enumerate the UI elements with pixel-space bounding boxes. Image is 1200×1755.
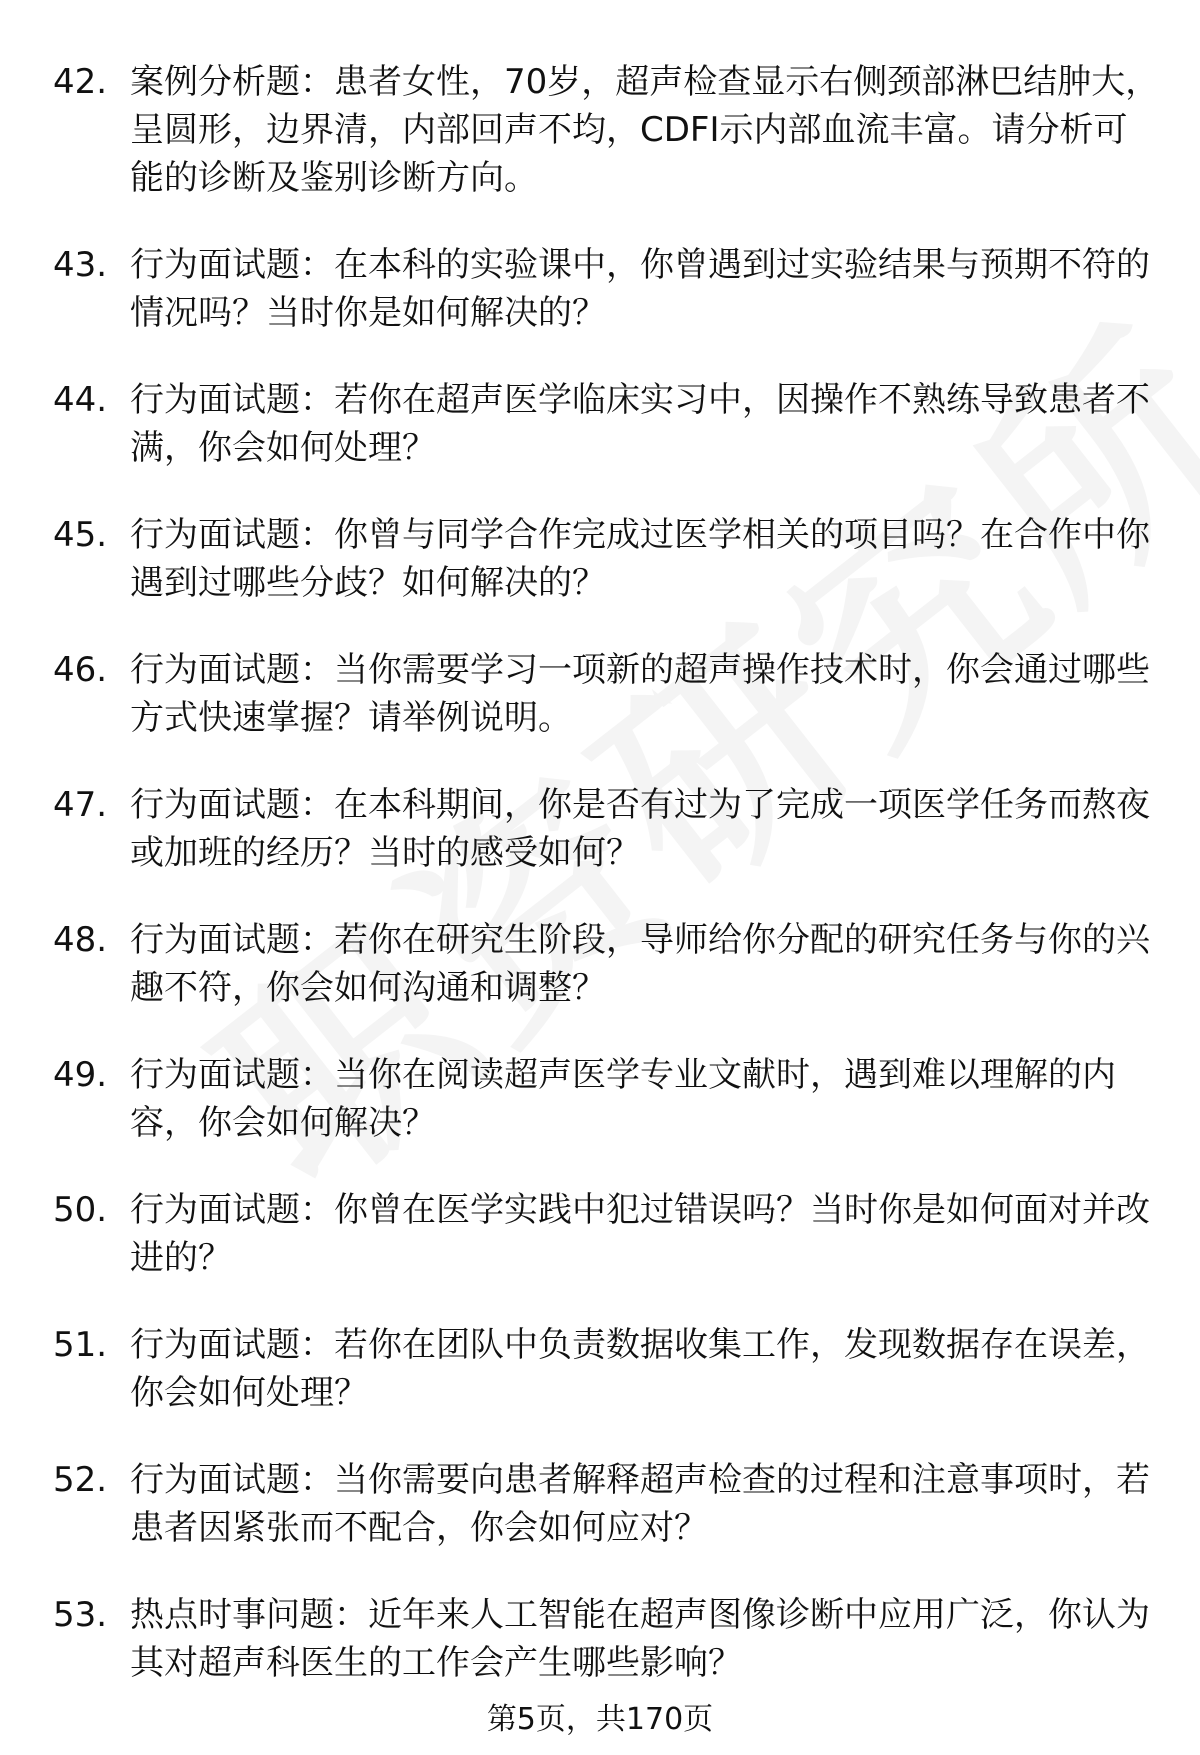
question-item	[0, 511, 1200, 607]
question-text: 行为面试题：当你在阅读超声医学专业文献时，遇到难以理解的内容，你会如何解决？	[130, 1055, 1116, 1143]
question-text: 行为面试题：在本科期间，你是否有过为了完成一项医学任务而熬夜或加班的经历？当时的感受如何？	[130, 785, 1150, 873]
question-item	[0, 1591, 1200, 1687]
question-text: 行为面试题：你曾与同学合作完成过医学相关的项目吗？在合作中你遇到过哪些分歧？如何解决的？	[130, 515, 1150, 603]
question-item	[0, 58, 1200, 202]
question-item	[0, 1456, 1200, 1552]
question-list	[0, 58, 1200, 1726]
question-number: 42.	[53, 62, 108, 102]
question-number: 50.	[53, 1190, 108, 1230]
question-number: 46.	[53, 650, 108, 690]
question-text: 行为面试题：在本科的实验课中，你曾遇到过实验结果与预期不符的情况吗？当时你是如何解决的？	[130, 245, 1150, 333]
question-number: 49.	[53, 1055, 108, 1095]
question-text: 行为面试题：你曾在医学实践中犯过错误吗？当时你是如何面对并改进的？	[130, 1190, 1150, 1278]
question-item	[0, 1051, 1200, 1147]
question-text: 行为面试题：若你在团队中负责数据收集工作，发现数据存在误差，你会如何处理？	[130, 1325, 1150, 1413]
question-number: 53.	[53, 1595, 108, 1635]
question-number: 52.	[53, 1460, 108, 1500]
question-text: 案例分析题：患者女性，70岁，超声检查显示右侧颈部淋巴结肿大，呈圆形，边界清，内部回声不均，CDFI示内部血流丰富。请分析可能的诊断及鉴别诊断方向。	[130, 62, 1160, 198]
question-text: 行为面试题：当你需要学习一项新的超声操作技术时，你会通过哪些方式快速掌握？请举例说明。	[130, 650, 1150, 738]
question-number: 51.	[53, 1325, 108, 1365]
question-text: 行为面试题：当你需要向患者解释超声检查的过程和注意事项时，若患者因紧张而不配合，你会如何应对？	[130, 1460, 1150, 1548]
question-item	[0, 1321, 1200, 1417]
question-item	[0, 916, 1200, 1012]
question-item	[0, 646, 1200, 742]
question-number: 48.	[53, 920, 108, 960]
question-number: 45.	[53, 515, 108, 555]
question-number: 43.	[53, 245, 108, 285]
page-footer: 第5页，共170页	[486, 1702, 714, 1737]
question-item	[0, 376, 1200, 472]
question-item	[0, 241, 1200, 337]
question-text: 行为面试题：若你在研究生阶段，导师给你分配的研究任务与你的兴趣不符，你会如何沟通和调整？	[130, 920, 1150, 1008]
question-number: 47.	[53, 785, 108, 825]
question-item	[0, 781, 1200, 877]
question-number: 44.	[53, 380, 108, 420]
question-text: 热点时事问题：近年来人工智能在超声图像诊断中应用广泛，你认为其对超声科医生的工作会产生哪些影响？	[130, 1595, 1150, 1683]
question-text: 行为面试题：若你在超声医学临床实习中，因操作不熟练导致患者不满，你会如何处理？	[130, 380, 1150, 468]
question-item	[0, 1186, 1200, 1282]
